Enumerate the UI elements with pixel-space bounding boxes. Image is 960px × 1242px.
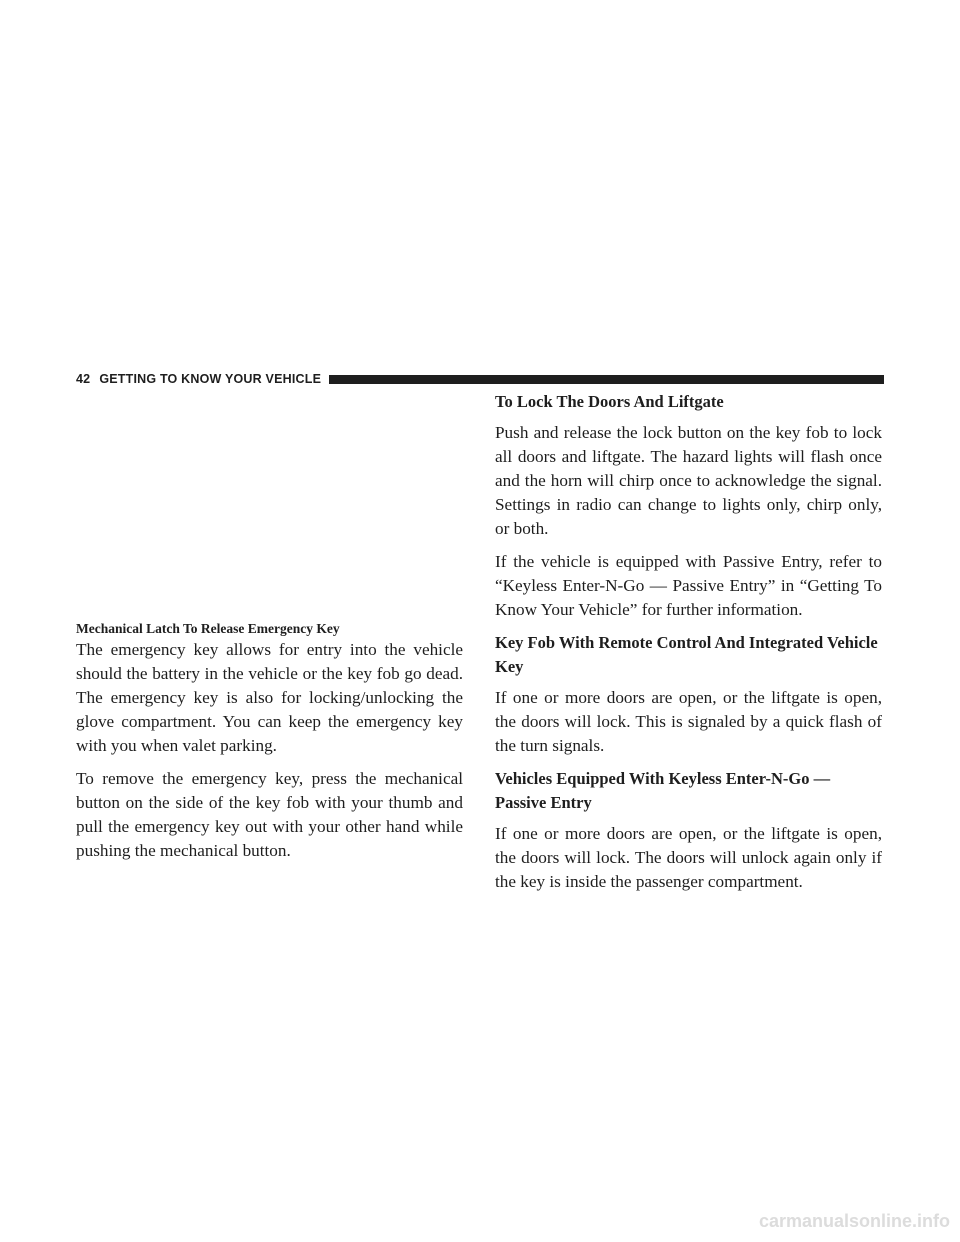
section-title: GETTING TO KNOW YOUR VEHICLE — [99, 372, 322, 386]
page-header — [76, 371, 884, 387]
paragraph-emergency-key: The emergency key allows for entry into the vehicle should the battery in the vehicle or the key fob go dead. The emergency key is also for locking/unlocking the glove compartment. You can keep the emergency key with you when valet parking. — [76, 640, 463, 755]
heading-lock-doors: To Lock The Doors And Liftgate — [495, 392, 724, 411]
paragraph-passive-entry-reference: If the vehicle is equipped with Passive Entry, refer to “Keyless Enter-N-Go — Passive Entry” in “Getting To Know Your Vehicle” for further information. — [495, 552, 882, 619]
paragraph-remove-emergency-key: To remove the emergency key, press the mechanical button on the side of the key fob with your thumb and pull the emergency key out with your other hand while pushing the mechanical button. — [76, 769, 463, 860]
heading-key-fob-remote: Key Fob With Remote Control And Integrated Vehicle Key — [495, 633, 878, 676]
watermark: carmanualsonline.info — [758, 1211, 950, 1231]
page-number: 42 — [76, 372, 91, 386]
header-rule — [329, 375, 884, 384]
paragraph-lock-doors: Push and release the lock button on the key fob to lock all doors and liftgate. The hazard lights will flash once and the horn will chirp once to acknowledge the signal. Settings in radio can change to lights only, chirp only, or both. — [495, 423, 882, 538]
paragraph-key-fob-remote: If one or more doors are open, or the liftgate is open, the doors will lock. This is signaled by a quick flash of the turn signals. — [495, 688, 882, 755]
left-column — [76, 620, 463, 872]
heading-keyless-enter-n-go: Vehicles Equipped With Keyless Enter-N-Go — Passive Entry — [495, 769, 831, 812]
figure-caption: Mechanical Latch To Release Emergency Key — [76, 621, 340, 636]
paragraph-keyless-enter-n-go: If one or more doors are open, or the liftgate is open, the doors will lock. The doors will unlock again only if the key is inside the passenger compartment. — [495, 824, 882, 891]
right-column — [495, 390, 882, 903]
